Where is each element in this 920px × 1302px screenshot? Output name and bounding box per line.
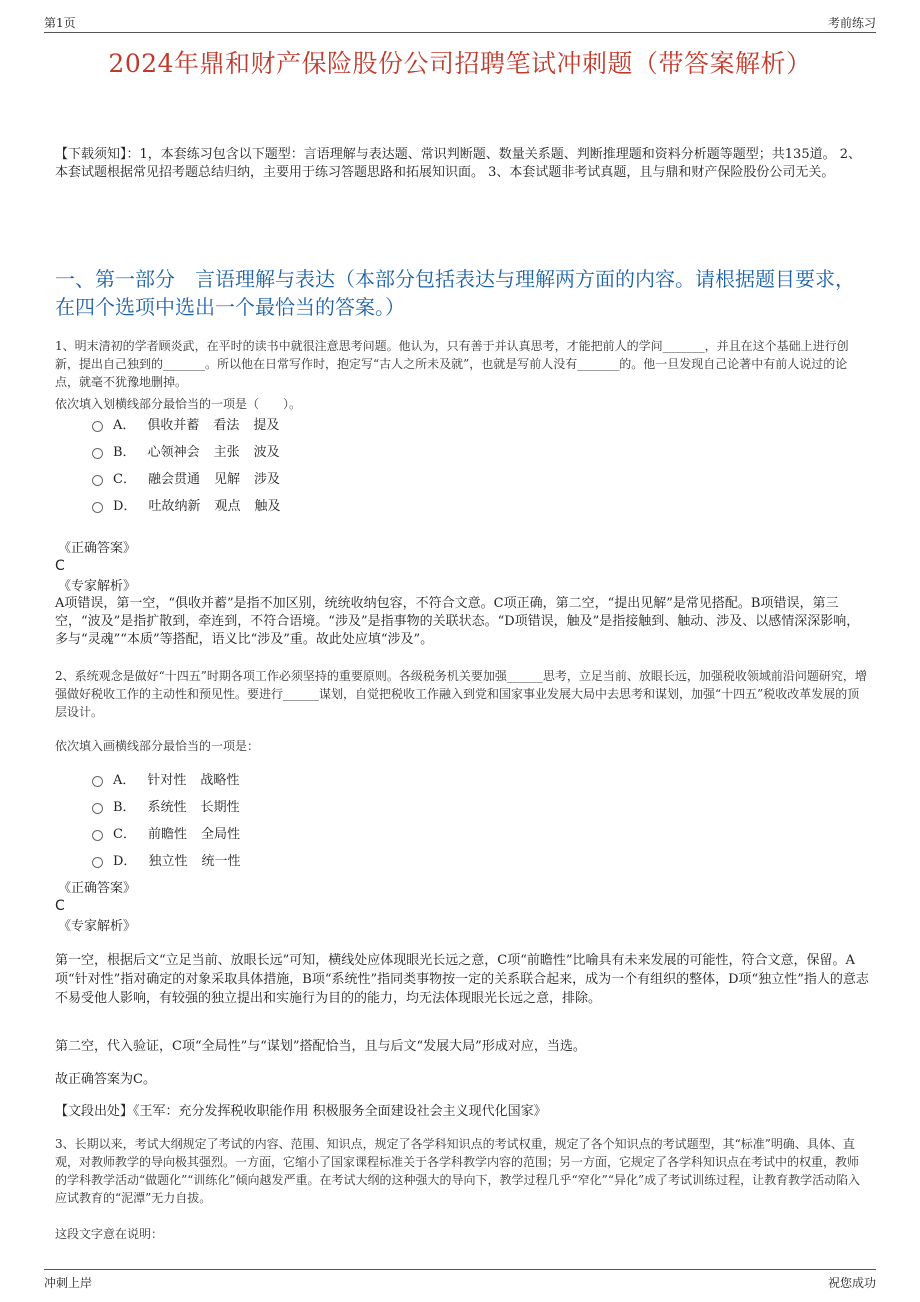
page-number: 第1页: [44, 16, 76, 30]
radio-icon[interactable]: [92, 830, 103, 841]
header-label: 考前练习: [827, 16, 876, 30]
option-d[interactable]: D． 吐故纳新 观点 触及: [92, 491, 294, 518]
download-notice: 【下载须知】：1，本套练习包含以下题型：言语理解与表达题、常识判断题、数量关系题、判断推理题和资料分析题等题型；共135道。 2、本套试题根据常见招考题总结归纳，主要用于练习答题思路和拓展知识面。 3、本套试题非考试真题，且与鼎和财产保险股份公司无关。: [55, 147, 861, 180]
analysis-label: 《专家解析》: [58, 579, 137, 594]
answer-label: 《正确答案》: [58, 541, 137, 556]
option-c[interactable]: C． 融会贯通 见解 涉及: [92, 464, 294, 491]
document-title: 2024年鼎和财产保险股份公司招聘笔试冲刺题（带答案解析）: [108, 49, 812, 78]
question-3-text: 3、长期以来，考试大纲规定了考试的内容、范围、知识点，规定了各学科知识点的考试权重，规定了各个知识点的考试题型，其“标准”明确、具体、直观，对教师教学的导向极其强烈。一方面，它缩小了国家课程标准关于各学科教学内容的范围；另一方面，它规定了各学科知识点在考试中的权重，教师的学科教学活动“做题化”“训练化”倾向越发严重。在考试大纲的这种强大的导向下，教学过程几乎“窄化”“异化”成了考试训练过程，让教育教学活动陷入应试教育的“泥潭”无力自拔。: [55, 1137, 861, 1205]
question-2-analysis-2: 第二空，代入验证，C项“全局性”与“谋划”搭配恰当，且与后文“发展大局”形成对应，当选。: [55, 1039, 586, 1054]
question-1-analysis: A项错误，第一空，“俱收并蓄”是指不加区别，统统收纳包容，不符合文意。C项正确，第二空，“提出见解”是常见搭配。B项错误，第三空，“波及”是指扩散到，牵连到，不符合语境。“涉及”是指事物的关联状态。“D项错误，触及”是指接触到、触动、涉及、以感情深深影响，多与“灵魂”“本质”等搭配，语义比“涉及”重。故此处应填“涉及”。: [55, 596, 860, 647]
question-3-prompt: 这段文字意在说明：: [55, 1227, 164, 1241]
question-1-options: [92, 410, 294, 518]
option-d[interactable]: D． 独立性 统一性: [92, 846, 254, 873]
answer-value: C: [55, 558, 65, 574]
question-2-analysis-1: 第一空，根据后文“立足当前、放眼长远”可知，横线处应体现眼光长远之意，C项“前瞻性”比喻具有未来发展的可能性，符合文意，保留。A项“针对性”指对确定的对象采取具体措施，B项“系统性”指同类事物按一定的关系联合起来，成为一个有组织的整体，D项“独立性”指人的意志不易受他人影响，有较强的独立提出和实施行为目的的能力，均无法体现眼光长远之意，排除。: [55, 953, 869, 1006]
radio-icon[interactable]: [92, 776, 103, 787]
page-footer: [44, 1269, 876, 1292]
radio-icon[interactable]: [92, 421, 103, 432]
question-2-analysis-3: 故正确答案为C。: [55, 1072, 156, 1087]
footer-left: 冲刺上岸: [44, 1276, 93, 1290]
radio-icon[interactable]: [92, 448, 103, 459]
question-1-prompt: 依次填入划横线部分最恰当的一项是（ ）。: [55, 397, 302, 411]
radio-icon[interactable]: [92, 475, 103, 486]
answer-value: C: [55, 898, 65, 914]
page-header: [44, 12, 876, 33]
section-heading: 一、第一部分 言语理解与表达（本部分包括表达与理解两方面的内容。请根据题目要求，在四个选项中选出一个最恰当的答案。）: [55, 267, 855, 319]
question-2-text: 2、系统观念是做好“十四五”时期各项工作必须坚持的重要原则。各级税务机关要加强______思考，立足当前、放眼长远，加强税收领域前沿问题研究，增强做好税收工作的主动性和预见性。要进行______谋划，自觉把税收工作融入到党和国家事业发展大局中去思考和谋划，加强“十四五”税收改革发展的顶层设计。: [55, 669, 867, 719]
option-c[interactable]: C． 前瞻性 全局性: [92, 819, 254, 846]
question-1-text: 1、明末清初的学者顾炎武，在平时的读书中就很注意思考问题。他认为，只有善于并认真思考，才能把前人的学问_______，并且在这个基础上进行创新，提出自己独到的_______。所以他在日常写作时，抱定写“古人之所未及就”，也就是写前人没有_______的。他一旦发现自己论著中有前人说过的论点，就毫不犹豫地删掉。: [55, 339, 849, 389]
radio-icon[interactable]: [92, 803, 103, 814]
option-a[interactable]: A． 针对性 战略性: [92, 765, 254, 792]
radio-icon[interactable]: [92, 857, 103, 868]
question-2-source: 【文段出处】《王军：充分发挥税收职能作用 积极服务全面建设社会主义现代化国家》: [55, 1104, 547, 1119]
question-2-prompt: 依次填入画横线部分最恰当的一项是：: [55, 739, 260, 753]
radio-icon[interactable]: [92, 502, 103, 513]
question-2-options: [92, 765, 254, 873]
analysis-label: 《专家解析》: [58, 919, 137, 934]
option-b[interactable]: B． 心领神会 主张 波及: [92, 437, 294, 464]
footer-right: 祝您成功: [827, 1276, 876, 1290]
option-a[interactable]: A． 俱收并蓄 看法 提及: [92, 410, 294, 437]
answer-label: 《正确答案》: [58, 881, 137, 896]
option-b[interactable]: B． 系统性 长期性: [92, 792, 254, 819]
